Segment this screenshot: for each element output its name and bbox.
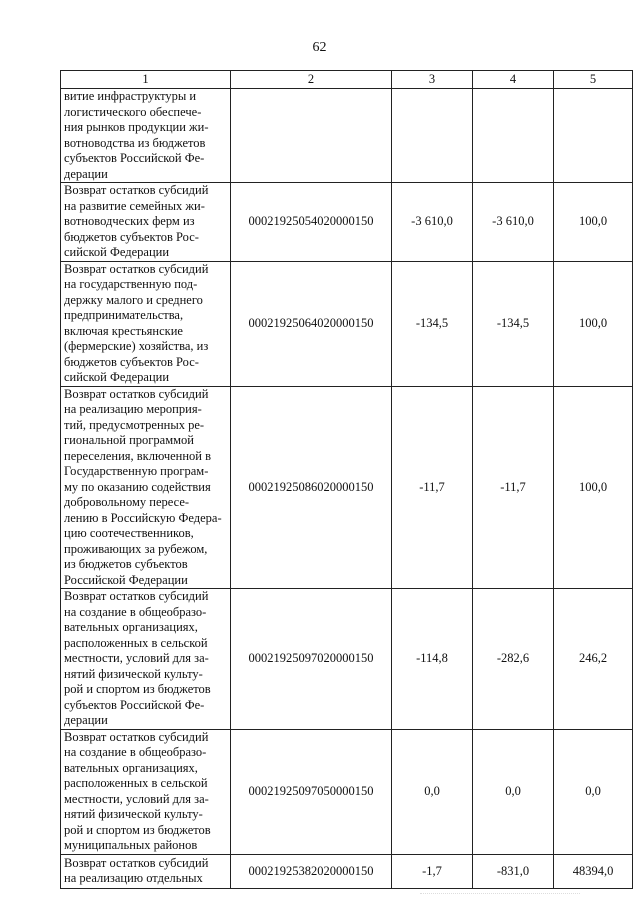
table-row [61, 89, 633, 183]
table-row [61, 854, 633, 888]
row-value-col4: -11,7 [473, 386, 554, 589]
row-value-col3: -134,5 [392, 261, 473, 386]
row-description: Возврат остатков субсидий на создание в общеобразо- вательных организациях, расположенных в сельской местности, условий для за- нятий физической культу- рой и спортом из бюджетов субъектов Российской Фе- дерации [61, 589, 231, 730]
row-code: 00021925097050000150 [231, 729, 392, 854]
row-value-col3: 0,0 [392, 729, 473, 854]
row-code: 00021925086020000150 [231, 386, 392, 589]
row-description: Возврат остатков субсидий на реализацию мероприя- тий, предусмотренных ре- гиональной программой переселения, включенной в Государственную програм- му по оказанию содействия добровольному пересе- лению в Российскую Федера- цию соотечественников, проживающих за рубежом, из бюджетов субъектов Российской Федерации [61, 386, 231, 589]
row-description: Возврат остатков субсидий на государственную под- держку малого и среднего предпринимательства, включая крестьянские (фермерские) хозяйства, из бюджетов субъектов Рос- сийской Федерации [61, 261, 231, 386]
row-value-col4: -831,0 [473, 854, 554, 888]
column-header-4: 4 [473, 71, 554, 89]
table-row [61, 589, 633, 730]
row-code: 00021925097020000150 [231, 589, 392, 730]
row-value-col4: -282,6 [473, 589, 554, 730]
row-code: 00021925382020000150 [231, 854, 392, 888]
row-description: Возврат остатков субсидий на реализацию отдельных [61, 854, 231, 888]
row-value-col5 [554, 89, 633, 183]
table-header-row [61, 71, 633, 89]
row-code: 00021925054020000150 [231, 183, 392, 262]
row-value-col5: 100,0 [554, 261, 633, 386]
row-description: витие инфраструктуры и логистического обеспече- ния рынков продукции жи- вотноводства из бюджетов субъектов Российской Фе- дерации [61, 89, 231, 183]
row-value-col5: 100,0 [554, 183, 633, 262]
row-value-col3 [392, 89, 473, 183]
table-row [61, 183, 633, 262]
row-value-col3: -1,7 [392, 854, 473, 888]
scan-artifact-line [420, 893, 580, 895]
row-value-col3: -11,7 [392, 386, 473, 589]
row-value-col5: 100,0 [554, 386, 633, 589]
row-value-col4 [473, 89, 554, 183]
row-value-col4: -3 610,0 [473, 183, 554, 262]
row-value-col5: 48394,0 [554, 854, 633, 888]
column-header-1: 1 [61, 71, 231, 89]
page-number: 62 [312, 40, 327, 55]
table-row [61, 261, 633, 386]
table-row [61, 386, 633, 589]
budget-table [60, 70, 633, 889]
row-value-col4: 0,0 [473, 729, 554, 854]
row-value-col5: 0,0 [554, 729, 633, 854]
column-header-2: 2 [231, 71, 392, 89]
row-value-col5: 246,2 [554, 589, 633, 730]
row-description: Возврат остатков субсидий на развитие семейных жи- вотноводческих ферм из бюджетов субъектов Рос- сийской Федерации [61, 183, 231, 262]
row-description: Возврат остатков субсидий на создание в общеобразо- вательных организациях, расположенных в сельской местности, условий для за- нятий физической культу- рой и спортом из бюджетов муниципальных районов [61, 729, 231, 854]
column-header-5: 5 [554, 71, 633, 89]
row-code [231, 89, 392, 183]
row-value-col3: -3 610,0 [392, 183, 473, 262]
table-row [61, 729, 633, 854]
row-code: 00021925064020000150 [231, 261, 392, 386]
row-value-col4: -134,5 [473, 261, 554, 386]
column-header-3: 3 [392, 71, 473, 89]
row-value-col3: -114,8 [392, 589, 473, 730]
